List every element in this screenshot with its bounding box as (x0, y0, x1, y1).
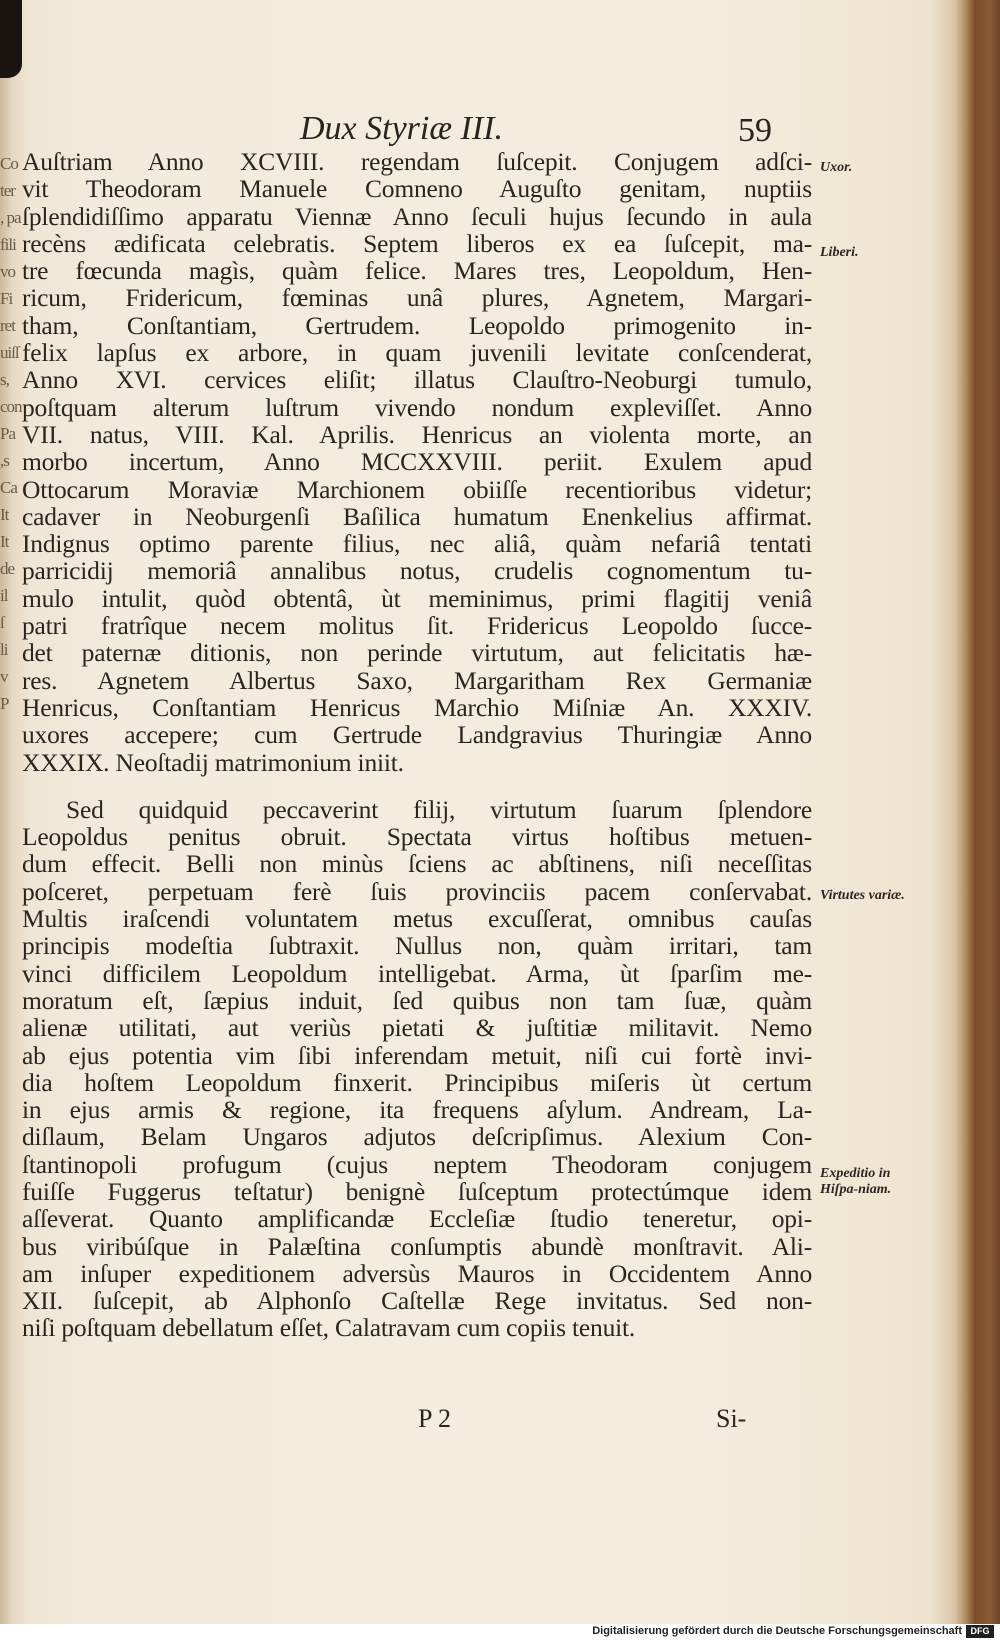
page-header (0, 110, 940, 150)
text-line: Leopoldus penitus obruit. Spectata virtus hoſtibus metuen- (22, 822, 812, 852)
text-line: ricum, Fridericum, fœminas unâ plures, Agnetem, Margari- (22, 283, 812, 313)
page-footer (0, 1404, 800, 1444)
text-line: principis modeſtia ſubtraxit. Nullus non, quàm irritari, tam (22, 931, 812, 961)
text-line: Henricus, Conſtantiam Henricus Marchio Miſniæ An. XXXIV. (22, 692, 812, 722)
text-line: ſplendidiſſimo apparatu Viennæ Anno ſeculi hujus ſecundo in aula (22, 201, 812, 231)
text-line: moratum eſt, ſæpius induit, ſed quibus non tam ſuæ, quàm (22, 985, 812, 1015)
text-line: in ejus armis & regione, ita frequens aſylum. Andream, La- (22, 1095, 812, 1125)
facing-page-bleed: Co ter , pa fili vo Fi ret uiſſ s, con Pa ,s Ca It It de il ſ li v P (0, 154, 22, 713)
text-line: ſtantinopoli profugum (cujus neptem Theodoram conjugem (22, 1149, 812, 1179)
paragraph-2 (22, 796, 812, 1342)
text-line: cadaver in Neoburgenſi Baſilica humatum Enenkelius affirmat. (22, 501, 812, 531)
text-line: fuiſſe Fuggerus teſtatur) benignè ſuſceptum protectúmque idem (22, 1176, 812, 1206)
digitization-credit-bar (0, 1624, 1000, 1640)
dfg-logo: DFG (966, 1625, 994, 1638)
digitization-credit: Digitalisierung gefördert durch die Deutsche Forschungsgemeinschaft (592, 1625, 962, 1637)
text-line: aſſeverat. Quanto amplificandæ Eccleſiæ ſtudio teneretur, opi- (22, 1204, 812, 1234)
marginal-note-expeditio: Expeditio in Hiſpa-niam. (820, 1166, 892, 1197)
text-line: alienæ utilitati, aut veriùs pietati & juſtitiæ militavit. Nemo (22, 1013, 812, 1043)
signature-mark: P 2 (418, 1404, 451, 1433)
text-line: poſceret, perpetuam ferè ſuis provinciis pacem conſervabat. (22, 876, 812, 906)
text-line: Sed quidquid peccaverint filij, virtutum ſuarum ſplendore (66, 794, 812, 824)
text-line: diſlaum, Belam Ungaros adjutos deſcripſimus. Alexium Con- (22, 1122, 812, 1152)
page-corner-shadow (0, 0, 22, 78)
marginal-note-virtutes: Virtutes variæ. (820, 888, 905, 903)
paragraph-gap (22, 776, 812, 796)
text-line: Anno XVI. cervices eliſit; illatus Clauſtro-Neoburgi tumulo, (22, 365, 812, 395)
marginal-note-liberi: Liberi. (820, 245, 859, 260)
text-line: vinci difficilem Leopoldum intelligebat. Arma, ùt ſparſim me- (22, 958, 812, 988)
paragraph-1 (22, 148, 812, 776)
text-line: recèns ædificata celebratis. Septem liberos ex ea ſuſcepit, ma- (22, 228, 812, 258)
text-line: am inſuper expeditionem adversùs Mauros in Occidentem Anno (22, 1258, 812, 1288)
marginal-note-uxor: Uxor. (820, 160, 853, 175)
text-line: Multis iraſcendi voluntatem metus excuſſerat, omnibus cauſas (22, 904, 812, 934)
running-title: Dux Styriæ III. (300, 110, 504, 147)
page-number: 59 (738, 112, 772, 149)
text-line: bus viribúſque in Palæſtina conſumptis abundè monſtravit. Ali- (22, 1231, 812, 1261)
text-line: Ottocarum Moraviæ Marchionem obiiſſe recentioribus videtur; (22, 474, 812, 504)
text-line: uxores accepere; cum Gertrude Landgravius Thuringiæ Anno (22, 720, 812, 750)
text-line: dum effecit. Belli non minùs ſciens ac abſtinens, niſi neceſſitas (22, 849, 812, 879)
text-line: ab ejus potentia vim ſibi inferendam metuit, niſi cui fortè invi- (22, 1040, 812, 1070)
text-line: patri fratrîque necem molitus ſit. Fridericus Leopoldo ſucce- (22, 611, 812, 641)
text-line: mulo intulit, quòd obtentâ, ùt meminimus, primi flagitij veniâ (22, 583, 812, 613)
text-line: det paternæ ditionis, non perinde virtutum, aut felicitatis hæ- (22, 638, 812, 668)
text-line: felix lapſus ex arbore, in quam juvenili levitate conſcenderat, (22, 338, 812, 368)
text-line: Auſtriam Anno XCVIII. regendam ſuſcepit. Conjugem adſci- (22, 147, 812, 176)
text-line: XII. ſuſcepit, ab Alphonſo Caſtellæ Rege invitatus. Sed non- (22, 1286, 812, 1316)
text-line: res. Agnetem Albertus Saxo, Margaritham Rex Germaniæ (22, 665, 812, 695)
text-line: VII. natus, VIII. Kal. Aprilis. Henricus an violenta morte, an (22, 419, 812, 449)
text-line: morbo incertum, Anno MCCXXVIII. periit. Exulem apud (22, 447, 812, 477)
text-line: poſtquam alterum luſtrum vivendo nondum expleviſſet. Anno (22, 392, 812, 422)
text-line: Indignus optimo parente filius, nec aliâ, quàm nefariâ tentati (22, 529, 812, 559)
catchword: Si- (716, 1404, 747, 1433)
main-text (22, 148, 812, 1342)
text-line: parricidij memoriâ annalibus notus, crudelis cognomentum tu- (22, 556, 812, 586)
text-line: tham, Conſtantiam, Gertrudem. Leopoldo primogenito in- (22, 310, 812, 340)
text-line: niſi poſtquam debellatum eſſet, Calatravam cum copiis tenuit. (22, 1313, 636, 1343)
text-line: tre fœcunda magìs, quàm felice. Mares tres, Leopoldum, Hen- (22, 256, 812, 286)
text-line: dia hoſtem Leopoldum finxerit. Principibus miſeris ùt certum (22, 1067, 812, 1097)
text-line: vit Theodoram Manuele Comneno Auguſto genitam, nuptiis (22, 174, 812, 204)
text-line: XXXIX. Neoſtadij matrimonium iniit. (22, 747, 404, 777)
